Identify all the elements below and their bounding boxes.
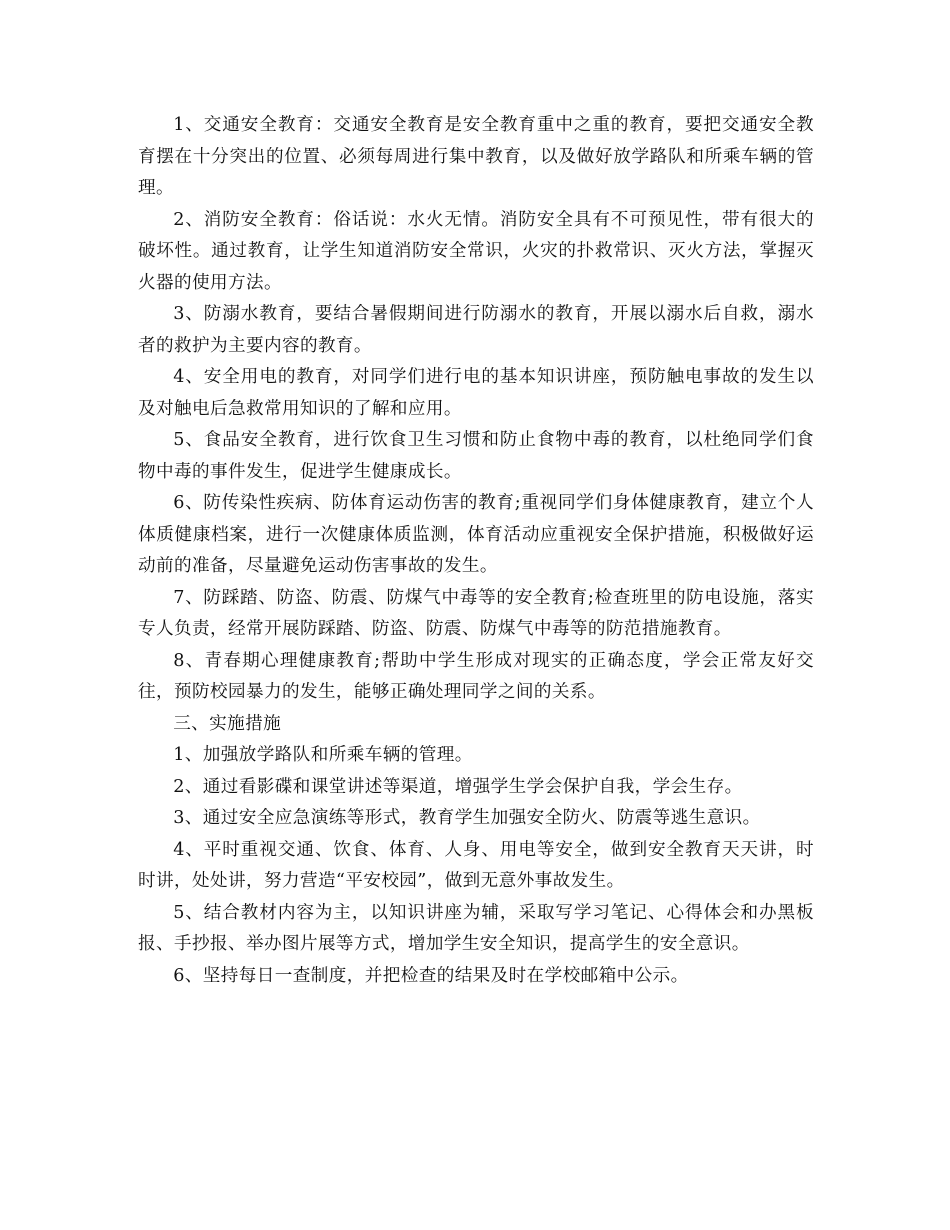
paragraph-disease-sports-injury: 6、防传染性疾病、防体育运动伤害的教育;重视同学们身体健康教育，建立个人体质健康档案，进行一次健康体质监测，体育活动应重视安全保护措施，积极做好运动前的准备，尽量避免运动伤害事故的发生。 bbox=[138, 493, 814, 576]
measure-item-4: 4、平时重视交通、饮食、体育、人身、用电等安全，做到安全教育天天讲，时时讲，处处讲，努力营造“平安校园”，做到无意外事故发生。 bbox=[138, 839, 814, 891]
paragraph-mental-health: 8、青春期心理健康教育;帮助中学生形成对现实的正确态度，学会正常友好交往，预防校园暴力的发生，能够正确处理同学之间的关系。 bbox=[138, 650, 814, 702]
paragraph-electrical-safety: 4、安全用电的教育，对同学们进行电的基本知识讲座，预防触电事故的发生以及对触电后急救常用知识的了解和应用。 bbox=[138, 367, 814, 419]
paragraph-drowning-prevention: 3、防溺水教育，要结合暑假期间进行防溺水的教育，开展以溺水后自救，溺水者的救护为主要内容的教育。 bbox=[138, 304, 814, 356]
measure-item-6: 6、坚持每日一查制度，并把检查的结果及时在学校邮箱中公示。 bbox=[173, 965, 689, 986]
document-body bbox=[138, 110, 814, 992]
measure-item-1: 1、加强放学路队和所乘车辆的管理。 bbox=[173, 745, 473, 765]
section-heading-measures: 三、实施措施 bbox=[173, 713, 282, 734]
paragraph-fire-safety: 2、消防安全教育：俗话说：水火无情。消防安全具有不可预见性，带有很大的破坏性。通过教育，让学生知道消防安全常识，火灾的扑救常识、灭火方法，掌握灭火器的使用方法。 bbox=[138, 209, 814, 293]
paragraph-stampede-theft-quake: 7、防踩踏、防盗、防震、防煤气中毒等的安全教育;检查班里的防电设施，落实专人负责，经常开展防踩踏、防盗、防震、防煤气中毒等的防范措施教育。 bbox=[138, 587, 814, 639]
paragraph-food-safety: 5、食品安全教育，进行饮食卫生习惯和防止食物中毒的教育，以杜绝同学们食物中毒的事件发生，促进学生健康成长。 bbox=[138, 430, 814, 482]
measure-item-5: 5、结合教材内容为主，以知识讲座为辅，采取写学习笔记、心得体会和办黑板报、手抄报、举办图片展等方式，增加学生安全知识，提高学生的安全意识。 bbox=[138, 902, 814, 954]
measure-item-2: 2、通过看影碟和课堂讲述等渠道，增强学生学会保护自我，学会生存。 bbox=[173, 776, 743, 797]
paragraph-traffic-safety: 1、交通安全教育：交通安全教育是安全教育重中之重的教育，要把交通安全教育摆在十分突出的位置、必须每周进行集中教育，以及做好放学路队和所乘车辆的管理。 bbox=[138, 115, 814, 198]
measure-item-3: 3、通过安全应急演练等形式，教育学生加强安全防火、防震等逃生意识。 bbox=[173, 808, 761, 828]
